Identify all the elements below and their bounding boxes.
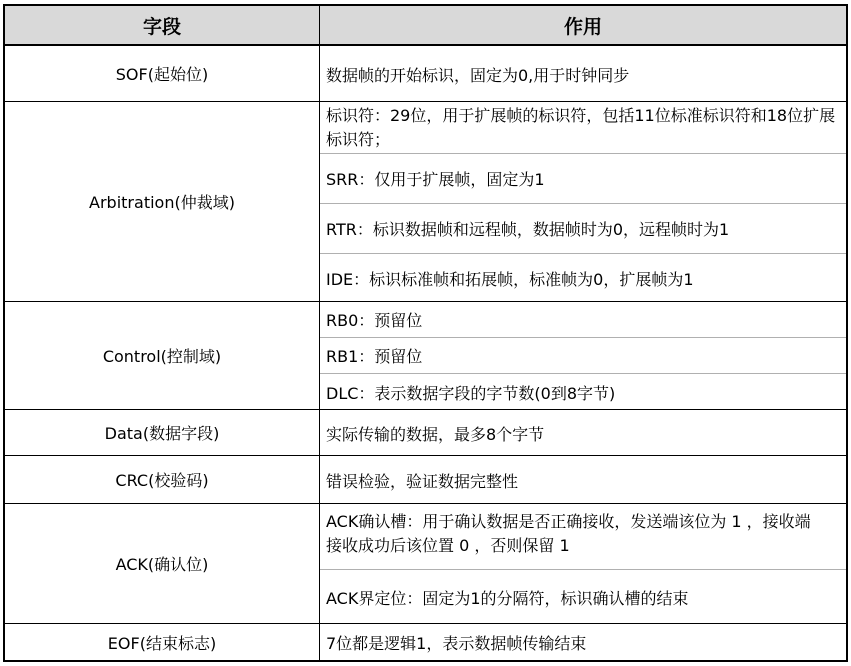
purpose-item: RTR：标识数据帧和远程帧，数据帧时为0，远程帧时为1 <box>320 204 846 254</box>
table-row-sof <box>5 46 846 102</box>
purpose-cell <box>320 456 846 503</box>
purpose-item: 数据帧的开始标识，固定为0,用于时钟同步 <box>326 65 630 85</box>
purpose-cell <box>320 302 846 409</box>
field-cell: SOF(起始位) <box>115 65 209 84</box>
purpose-item: DLC：表示数据字段的字节数(0到8字节) <box>326 383 616 403</box>
header-purpose: 作用 <box>563 15 602 38</box>
purpose-item: 实际传输的数据，最多8个字节 <box>326 424 545 444</box>
table-row-data <box>5 410 846 456</box>
purpose-cell <box>320 504 846 623</box>
purpose-item: RB1：预留位 <box>320 338 846 374</box>
table-row-eof <box>5 624 846 660</box>
purpose-item: 7位都是逻辑1，表示数据帧传输结束 <box>326 633 587 653</box>
table-header <box>5 6 846 46</box>
field-cell: EOF(结束标志) <box>107 633 217 653</box>
purpose-item: SRR：仅用于扩展帧，固定为1 <box>320 154 846 204</box>
table-row-crc <box>5 456 846 504</box>
purpose-cell <box>320 624 846 660</box>
table-row-ack <box>5 504 846 624</box>
purpose-item: 标识符：29位，用于扩展帧的标识符，包括11位标准标识符和18位扩展标识符； <box>320 102 846 154</box>
table-row-arbitration <box>5 102 846 302</box>
purpose-cell <box>320 410 846 455</box>
column-divider <box>319 6 320 660</box>
can-frame-table <box>3 4 848 662</box>
purpose-item: 错误检验，验证数据完整性 <box>326 471 519 491</box>
header-field: 字段 <box>142 15 181 38</box>
field-cell: Control(控制域) <box>102 347 222 366</box>
purpose-item: RB0：预留位 <box>320 302 846 338</box>
purpose-item: ACK界定位：固定为1的分隔符，标识确认槽的结束 <box>326 588 689 608</box>
purpose-cell <box>320 46 846 101</box>
field-cell: ACK(确认位) <box>115 555 209 574</box>
purpose-item: IDE：标识标准帧和拓展帧，标准帧为0，扩展帧为1 <box>326 269 694 289</box>
purpose-cell <box>320 102 846 301</box>
table-row-control <box>5 302 846 410</box>
field-cell: Data(数据字段) <box>104 424 220 443</box>
purpose-item: ACK确认槽：用于确认数据是否正确接收，发送端该位为 1 ，接收端接收成功后该位置 0 ，否则保留 1 <box>320 504 846 570</box>
field-cell: Arbitration(仲裁域) <box>89 193 235 212</box>
field-cell: CRC(校验码) <box>115 471 209 490</box>
